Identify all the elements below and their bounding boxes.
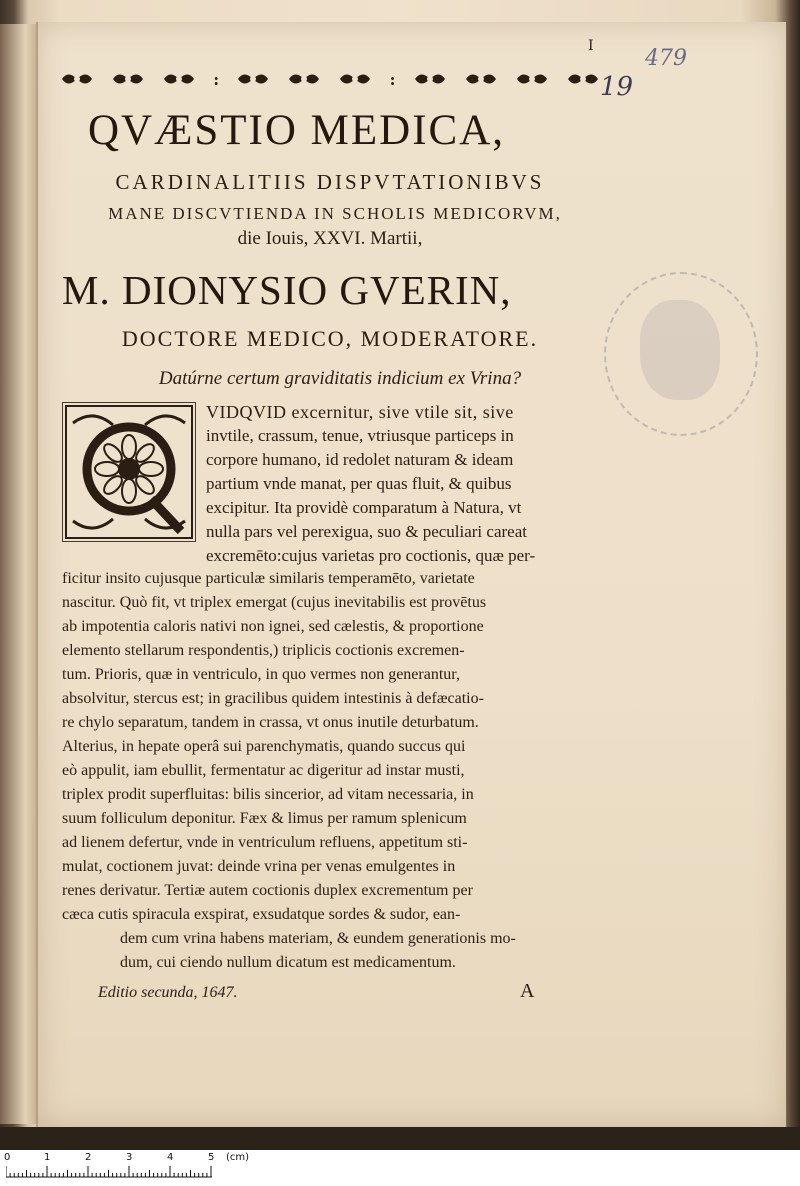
fleuron-icon bbox=[515, 68, 549, 90]
dropcap-q-icon bbox=[62, 402, 196, 542]
thesis-question: Datúrne certum graviditatis indicium ex Vrina? bbox=[158, 368, 522, 389]
ruler-number: 4 bbox=[167, 1152, 174, 1163]
ruler-labels bbox=[0, 1152, 260, 1166]
ruler-unit: (cm) bbox=[226, 1152, 250, 1163]
ornament-colon-icon: : bbox=[389, 69, 396, 89]
fleuron-icon bbox=[413, 68, 447, 90]
scan-bottom-edge bbox=[0, 1127, 800, 1150]
body-line: partium vnde manat, per quas fluit, & quibus bbox=[206, 474, 512, 493]
fleuron-icon bbox=[162, 68, 196, 90]
ruler-number: 2 bbox=[85, 1152, 92, 1163]
fleuron-icon bbox=[566, 68, 600, 90]
heading-line-2: CARDINALITIIS DISPVTATIONIBVS bbox=[115, 170, 545, 194]
ruler-number: 5 bbox=[208, 1152, 215, 1163]
body-line: renes derivatur. Tertiæ autem coctionis duplex excrementum per bbox=[62, 882, 473, 899]
body-line: dem cum vrina habens materiam, & eundem generationis mo- bbox=[120, 930, 516, 947]
body-line: absolvitur, stercus est; in gracilibus quidem intestinis à defæcatio- bbox=[62, 690, 484, 707]
body-line: nascitur. Quò fit, vt triplex emergat (cujus inevitabilis est provētus bbox=[62, 594, 487, 611]
handwritten-folio-side: 19 bbox=[600, 72, 634, 102]
body-line: dum, cui ciendo nullum dicatum est medicamentum. bbox=[120, 954, 456, 971]
left-page-edge bbox=[0, 24, 36, 1124]
body-line: VIDQVID excernitur, sive vtile sit, sive bbox=[206, 402, 514, 422]
ruler-ticks-icon bbox=[6, 1166, 216, 1178]
moderator-title: DOCTORE MEDICO, MODERATORE. bbox=[121, 326, 539, 351]
body-line: ficitur insito cujusque particulæ similaris temperamēto, varietate bbox=[62, 570, 475, 587]
fleuron-icon bbox=[464, 68, 498, 90]
fleuron-icon bbox=[287, 68, 321, 90]
body-line: re chylo separatum, tandem in crassa, vt onus inutile deturbatum. bbox=[62, 714, 479, 731]
ruler-number: 3 bbox=[126, 1152, 133, 1163]
ornament-band bbox=[60, 64, 600, 94]
body-line: nulla pars vel perexigua, suo & peculiari careat bbox=[206, 522, 527, 541]
moderator-name: M. DIONYSIO GVERIN, bbox=[62, 267, 512, 313]
signature-mark: A bbox=[520, 980, 535, 1002]
edition-note: Editio secunda, 1647. bbox=[98, 984, 238, 1001]
body-line: ad lienem defertur, vnde in ventriculum refluens, appetitum sti- bbox=[62, 834, 468, 851]
heading-line-3: MANE DISCVTIENDA IN SCHOLIS MEDICORVM, bbox=[108, 204, 562, 223]
printed-folio: I bbox=[588, 38, 594, 54]
heading-date: die Iouis, XXVI. Martii, bbox=[237, 228, 423, 249]
body-line: tum. Prioris, quæ in ventriculo, in quo vermes non generantur, bbox=[62, 666, 460, 683]
library-stamp-emblem-icon bbox=[640, 300, 720, 400]
body-line: ab impotentia caloris nativi non ignei, sed cælestis, & proportione bbox=[62, 618, 484, 635]
body-line: triplex prodit superfluitas: bilis sincerior, ad vitam necessaria, in bbox=[62, 786, 474, 803]
page-title: QVÆSTIO MEDICA, bbox=[88, 107, 505, 154]
ornament-colon-icon: : bbox=[213, 69, 220, 89]
fleuron-icon bbox=[111, 68, 145, 90]
ruler-number: 0 bbox=[4, 1152, 11, 1163]
body-line: cæca cutis spiracula exspirat, exsudatque sordes & sudor, ean- bbox=[62, 906, 461, 923]
body-line: Alterius, in hepate operâ sui parenchymatis, quando succus qui bbox=[62, 738, 466, 755]
fleuron-icon bbox=[338, 68, 372, 90]
body-line: eò appulit, iam ebullit, fermentatur ac digeritur ad instar musti, bbox=[62, 762, 465, 779]
body-line: corpore humano, id redolet naturam & ideam bbox=[206, 450, 514, 469]
ruler-number: 1 bbox=[44, 1152, 51, 1163]
body-line: elemento stellarum respondentis,) triplicis coctionis excremen- bbox=[62, 642, 465, 659]
body-line: excremēto:cujus varietas pro coctionis, quæ per- bbox=[206, 546, 536, 565]
body-line: suum folliculum deponitur. Fæx & limus per ramum splenicum bbox=[62, 810, 467, 827]
body-line: mulat, coctionem juvat: deinde vrina per venas emulgentes in bbox=[62, 858, 456, 875]
body-line: invtile, crassum, tenue, vtriusque particeps in bbox=[206, 426, 514, 445]
fleuron-icon bbox=[236, 68, 270, 90]
body-line: excipitur. Ita providè comparatum à Natura, vt bbox=[206, 498, 522, 517]
handwritten-folio-top: 479 bbox=[645, 46, 687, 71]
fleuron-icon bbox=[60, 68, 94, 90]
